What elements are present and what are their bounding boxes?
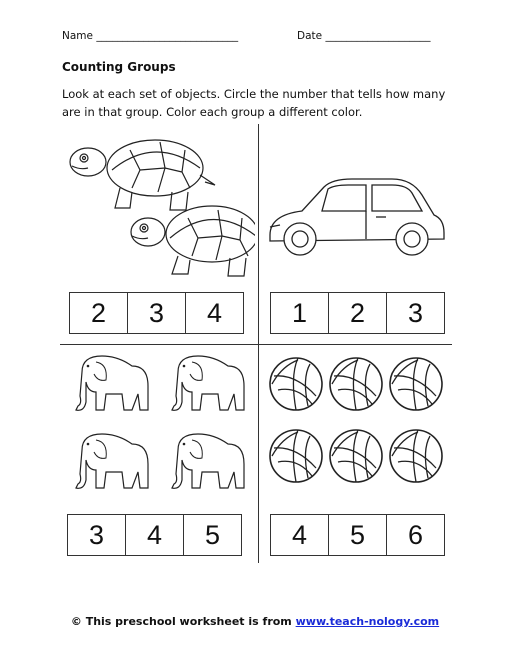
- volleyball-group: [266, 352, 451, 487]
- choice-cell[interactable]: 4: [271, 515, 329, 555]
- choice-cell[interactable]: 4: [126, 515, 184, 555]
- volleyball-icon: [270, 358, 322, 410]
- instructions: Look at each set of objects. Circle the number that tells how many are in that group. Color each group a different color.: [62, 87, 446, 119]
- horizontal-divider: [60, 344, 452, 345]
- elephant-icon: [76, 434, 148, 488]
- name-label: Name: [62, 30, 93, 42]
- choice-cell[interactable]: 3: [407, 297, 424, 328]
- choice-cell[interactable]: 2: [70, 293, 128, 333]
- answer-choices-volleyballs: [270, 514, 445, 556]
- answer-choices-turtles: [69, 292, 244, 334]
- volleyball-icon: [330, 358, 382, 410]
- choice-cell[interactable]: 3: [128, 293, 186, 333]
- turtle-icon: [70, 140, 215, 210]
- volleyball-icon: [270, 430, 322, 482]
- name-line: ___________________________: [96, 30, 239, 42]
- turtle-icon: [131, 206, 255, 276]
- elephant-icon: [172, 356, 244, 410]
- choice-cell[interactable]: 2: [329, 293, 387, 333]
- date-field: [297, 30, 430, 42]
- choice-cell[interactable]: 1: [271, 293, 329, 333]
- volleyball-icon: [330, 430, 382, 482]
- date-label: Date: [297, 30, 323, 42]
- turtle-group: [60, 130, 255, 280]
- choice-cell[interactable]: 4: [206, 297, 223, 328]
- date-line: ____________________: [325, 30, 431, 42]
- car-group: [262, 175, 452, 265]
- worksheet-title: Counting Groups: [62, 60, 176, 74]
- footer-link[interactable]: www.teach-nology.com: [295, 615, 440, 628]
- car-icon: [270, 179, 444, 255]
- answer-choices-elephants: [67, 514, 242, 556]
- elephant-icon: [76, 356, 148, 410]
- elephant-icon: [172, 434, 244, 488]
- elephant-group: [62, 348, 252, 503]
- answer-choices-car: [270, 292, 445, 334]
- footer-text: © This preschool worksheet is from: [70, 615, 292, 628]
- name-field: [62, 30, 238, 42]
- choice-cell[interactable]: 3: [68, 515, 126, 555]
- volleyball-icon: [390, 358, 442, 410]
- choice-cell[interactable]: 6: [407, 519, 424, 550]
- volleyball-icon: [390, 430, 442, 482]
- footer: [0, 615, 510, 628]
- choice-cell[interactable]: 5: [204, 519, 221, 550]
- choice-cell[interactable]: 5: [329, 515, 387, 555]
